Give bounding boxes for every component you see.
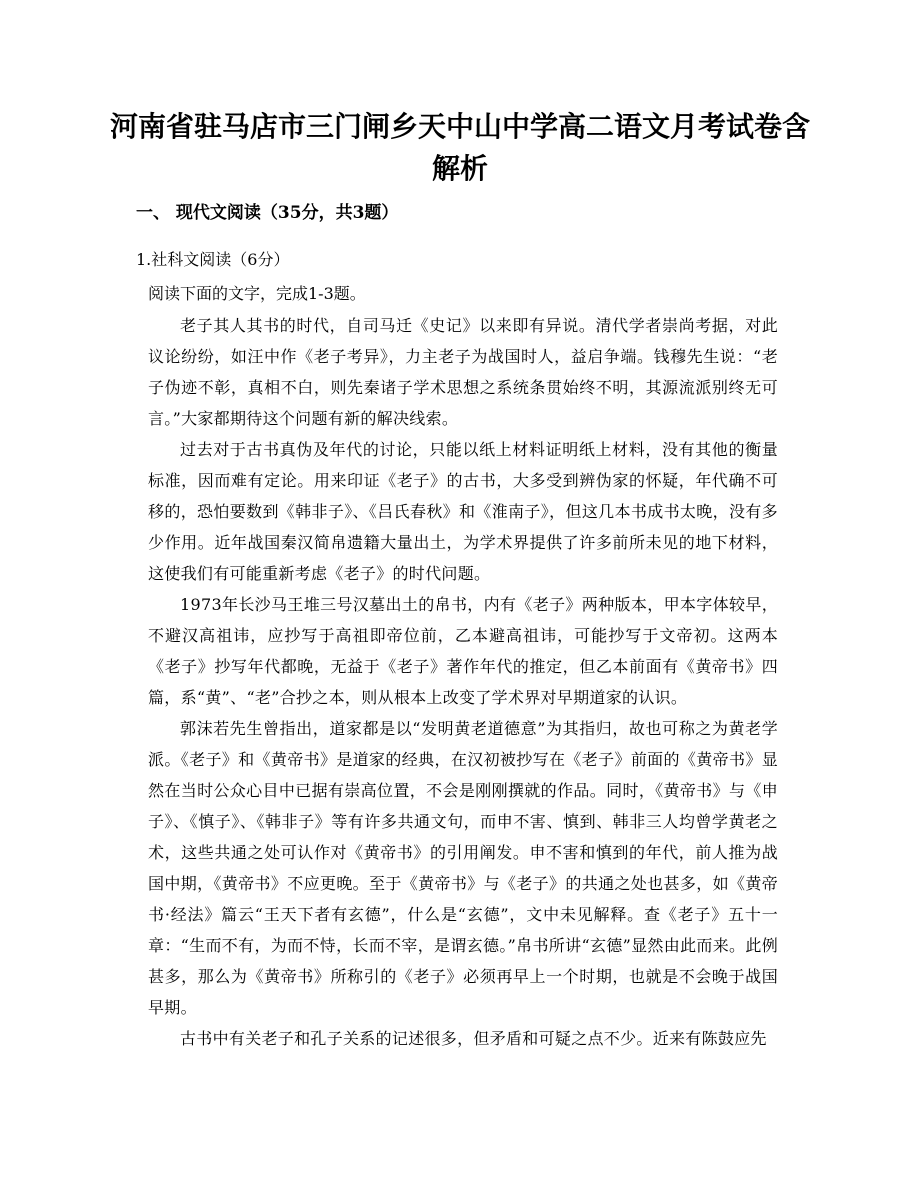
passage-paragraph: 1973年长沙马王堆三号汉墓出土的帛书，内有《老子》两种版本，甲本字体较早，不避汉高祖讳，应抄写于高祖即帝位前，乙本避高祖讳，可能抄写于文帝初。这两本《老子》抄写年代都晚，无益于《老子》著作年代的推定，但乙本前面有《黄帝书》四篇，系“黄”、“老”合抄之本，则从根本上改变了学术界对早期道家的认识。 — [148, 595, 778, 707]
passage-paragraph: 老子其人其书的时代，自司马迁《史记》以来即有异说。清代学者崇尚考据，对此议论纷纷，如汪中作《老子考异》，力主老子为战国时人，益启争端。钱穆先生说：“老子伪迹不彰，真相不白，则先秦诸子学术思想之系统条贯始终不明，其源流派别终无可言。”大家都期待这个问题有新的解决线索。 — [148, 316, 778, 428]
question-label: 1.社科文阅读（6分） — [136, 250, 290, 269]
section-heading: 一、 现代文阅读（35分，共3题） — [136, 203, 399, 223]
reading-passage — [148, 310, 778, 1054]
document-title: 河南省驻马店市三门闸乡天中山中学高二语文月考试卷含解析 — [109, 110, 810, 185]
passage-paragraph: 郭沫若先生曾指出，道家都是以“发明黄老道德意”为其指归，故也可称之为黄老学派。《老子》和《黄帝书》是道家的经典，在汉初被抄写在《老子》前面的《黄帝书》显然在当时公众心目中已据有崇高位置，不会是刚刚撰就的作品。同时，《黄帝书》与《申子》、《慎子》、《韩非子》等有许多共通文句，而申不害、慎到、韩非三人均曾学黄老之术，这些共通之处可认作对《黄帝书》的引用阐发。申不害和慎到的年代，前人推为战国中期，《黄帝书》不应更晚。至于《黄帝书》与《老子》的共通之处也甚多，如《黄帝书·经法》篇云“王天下者有玄德”，什么是“玄德”，文中未见解释。查《老子》五十一章：“生而不有，为而不恃，长而不宰，是谓玄德。”帛书所讲“玄德”显然由此而来。此例甚多，那么为《黄帝书》所称引的《老子》必须再早上一个时期，也就是不会晚于战国早期。 — [148, 719, 778, 1017]
reading-instruction: 阅读下面的文字，完成1-3题。 — [148, 284, 366, 303]
passage-paragraph: 过去对于古书真伪及年代的讨论，只能以纸上材料证明纸上材料，没有其他的衡量标准，因而难有定论。用来印证《老子》的古书，大多受到辨伪家的怀疑，年代确不可移的，恐怕要数到《韩非子》、《吕氏春秋》和《淮南子》，但这几本书成书太晚，没有多少作用。近年战国秦汉简帛遗籍大量出土，为学术界提供了许多前所未见的地下材料，这使我们有可能重新考虑《老子》的时代问题。 — [148, 440, 778, 583]
passage-paragraph: 古书中有关老子和孔子关系的记述很多，但矛盾和可疑之点不少。近来有陈鼓应先 — [180, 1029, 767, 1048]
